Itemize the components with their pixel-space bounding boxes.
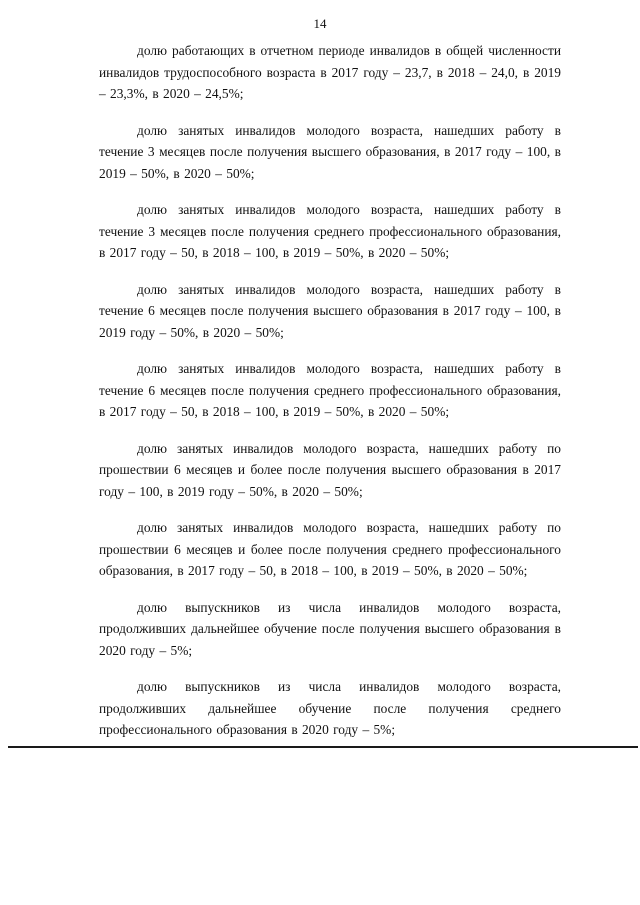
paragraph-vocational-edu-after-6-months: долю занятых инвалидов молодого возраста, нашедших работу по прошествии 6 месяцев и более после получения среднего профессионального образования, в 2017 году – 50, в 2018 – 100, в 2019 – 50%, в 2020 – 50%; bbox=[99, 520, 561, 578]
paragraph-higher-edu-after-6-months: долю занятых инвалидов молодого возраста, нашедших работу по прошествии 6 месяцев и более после получения высшего образования в 2017 году – 100, в 2019 году – 50%, в 2020 – 50%; bbox=[99, 440, 561, 499]
bottom-divider-line bbox=[8, 746, 638, 748]
page-number: 14 bbox=[313, 16, 327, 31]
paragraph-graduates-vocational-continued: долю выпускников из числа инвалидов молодого возраста, продолживших дальнейшее обучение после получения среднего профессионального образования в 2020 году – 5%; bbox=[99, 679, 561, 737]
paragraph-higher-edu-6-months: долю занятых инвалидов молодого возраста, нашедших работу в течение 6 месяцев после получения высшего образования в 2017 году – 100, в 2019 году – 50%, в 2020 – 50%; bbox=[99, 281, 561, 340]
paragraph-vocational-edu-3-months: долю занятых инвалидов молодого возраста, нашедших работу в течение 3 месяцев после получения среднего профессионального образования, в 2017 году – 50, в 2018 – 100, в 2019 – 50%, в 2020 – 50%; bbox=[99, 202, 561, 260]
paragraph-higher-edu-3-months: долю занятых инвалидов молодого возраста, нашедших работу в течение 3 месяцев после получения высшего образования, в 2017 году – 100, в 2019 – 50%, в 2020 – 50%; bbox=[99, 122, 561, 181]
paragraph-graduates-higher-continued: долю выпускников из числа инвалидов молодого возраста, продолживших дальнейшее обучение после получения высшего образования в 2020 году – 5%; bbox=[99, 599, 561, 658]
document-body bbox=[99, 40, 561, 741]
paragraph-employed-disabled-share: долю работающих в отчетном периоде инвалидов в общей численности инвалидов трудоспособного возраста в 2017 году – 23,7, в 2018 – 24,0, в 2019 – 23,3%, в 2020 – 24,5%; bbox=[99, 43, 561, 101]
paragraph-vocational-edu-6-months: долю занятых инвалидов молодого возраста, нашедших работу в течение 6 месяцев после получения среднего профессионального образования, в 2017 году – 50, в 2018 – 100, в 2019 – 50%, в 2020 – 50%; bbox=[99, 361, 561, 419]
